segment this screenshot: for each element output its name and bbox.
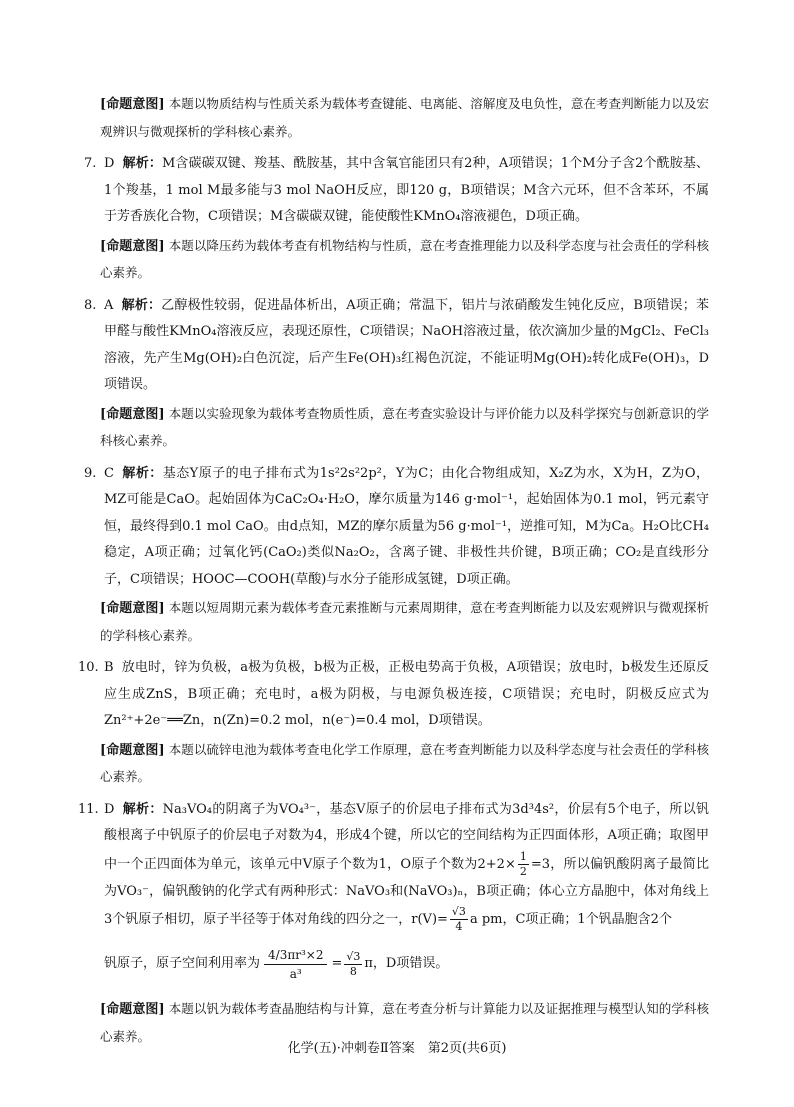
answer-letter: B — [104, 660, 114, 675]
fraction-utilization: $\frac{\text{4/3πr³×2}}{\text{a³}}$ — [264, 946, 327, 983]
fraction-result: $\frac{√3}{8}$ — [346, 949, 361, 978]
intent-text: 本题以物质结构与性质关系为载体考查键能、电离能、溶解度及电负性，意在考查判断能力以及宏观辨识与微观探析的学科核心素养。 — [100, 96, 709, 139]
answer-letter: A — [104, 297, 114, 313]
question-number: 11. — [78, 801, 99, 817]
fraction-one-half: $\frac{1}{2}$ — [519, 849, 527, 878]
answer-item-9 — [84, 461, 709, 594]
question-number: 7. — [84, 156, 97, 171]
analysis-label: 解析： — [121, 297, 162, 313]
answer-content — [78, 91, 709, 1056]
intent-paragraph-7 — [100, 233, 709, 287]
analysis-text: 乙醇极性较弱，促进晶体析出，A项正确；常温下，铝片与浓硝酸发生钝化反应，B项错误；苯甲醛与酸性KMnO₄溶液反应，表现还原性，C项错误；NaOH溶液过量，依次滴加少量的MgCl₂、FeCl₃溶液，先产生Mg(OH)₂白色沉淀，后产生Fe(OH)₃红褐色沉淀，不能证明Mg(OH)₂转化成Fe(OH)₃，D项错误。 — [104, 297, 709, 392]
analysis-label: 解析： — [122, 156, 162, 171]
analysis-text-a: Na₃VO₄的阴离子为VO₄³⁻，基态V原子的价层电子排布式为3d³4s²，价层有5个电子，所以钒酸根离子中钒原子的价层电子对数为4，形成4个键，所以它的空间结构为正四面体形，A项正确；取图甲中一个正四面体为单元，该单元中V原子个数为1，O原子个数为2+2× — [104, 801, 709, 872]
intent-paragraph-9 — [100, 595, 709, 649]
answer-letter: D — [104, 156, 115, 171]
intent-text: 本题以硫锌电池为载体考查电化学工作原理，意在考查判断能力以及科学态度与社会责任的学科核心素养。 — [100, 741, 709, 784]
question-number: 9. — [84, 465, 97, 481]
page-footer: 化学(五)·冲刺卷Ⅱ答案 第2页(共6页) — [287, 1041, 507, 1056]
intent-label: [命题意图] — [100, 97, 165, 112]
analysis-text-c: a pm，C项正确；1个钒晶胞含2个 — [469, 912, 672, 927]
intent-paragraph-6 — [100, 91, 709, 145]
analysis-text: 基态Y原子的电子排布式为1s²2s²2p²，Y为C；由化合物组成知，X₂Z为水，X为H，Z为O，MZ可能是CaO。起始固体为CaC₂O₄·H₂O，摩尔质量为146 g·mol⁻¹，起始固体为0.1 mol，钙元素守恒，最终得到0.1 mol CaO。由d点知，MZ的摩尔质量为56 g·mol⁻¹，逆推可知，M为Ca。H₂O比CH₄稳定，A项正确；过氧化钙(CaO₂)类似Na₂O₂，含离子键、非极性共价键，B项正确；CO₂是直线形分子，C项错误；HOOC—COOH(草酸)与水分子能形成氢键，D项正确。 — [104, 465, 709, 587]
intent-paragraph-10 — [100, 737, 709, 791]
intent-label: [命题意图] — [100, 601, 165, 616]
question-number: 8. — [84, 297, 97, 313]
answer-item-8 — [84, 293, 709, 399]
answer-item-10 — [78, 655, 709, 735]
answer-letter: D — [104, 801, 115, 817]
intent-text: 本题以降压药为载体考查有机物结构与性质，意在考查推理能力以及科学态度与社会责任的学科核心素养。 — [100, 237, 709, 280]
intent-paragraph-8 — [100, 401, 709, 455]
intent-text: 本题以短周期元素为载体考查元素推断与元素周期律，意在考查判断能力以及宏观辨识与微观探析的学科核心素养。 — [100, 600, 709, 643]
intent-text: 本题以实验现象为载体考查物质性质，意在考查实验设计与评价能力以及科学探究与创新意识的学科核心素养。 — [100, 405, 709, 448]
intent-label: [命题意图] — [100, 406, 165, 422]
intent-label: [命题意图] — [100, 1002, 165, 1017]
analysis-text-d: 钒原子，原子空间利用率为 — [104, 955, 261, 971]
question-number: 10. — [78, 660, 99, 675]
analysis-label: 解析： — [122, 801, 163, 817]
fraction-radius: $\frac{√3}{4}$ — [451, 905, 466, 933]
analysis-text: 放电时，锌为负极，a极为负极，b极为正极，正极电势高于负极，A项错误；放电时，b极发生还原反应生成ZnS，B项正确；充电时，a极为阴极，与电源负极连接，C项错误；充电时，阴极反应式为Zn²⁺+2e⁻══Zn，n(Zn)=0.2 mol，n(e⁻)=0.4 mol，D项错误。 — [104, 660, 709, 728]
analysis-text-e: = — [331, 955, 343, 971]
analysis-label: 解析： — [121, 465, 163, 481]
answer-item-11 — [78, 797, 709, 995]
intent-text: 本题以钒为载体考查晶胞结构与计算，意在考查分析与计算能力以及证据推理与模型认知的学科核心素养。 — [100, 1001, 709, 1044]
answer-item-7 — [84, 151, 709, 231]
intent-label: [命题意图] — [100, 742, 165, 758]
answer-letter: C — [104, 465, 114, 481]
analysis-text-b: =3，所以偏钒酸阴离子最简比为VO₃⁻，偏钒酸钠的化学式有两种形式：NaVO₃和(NaVO₃)ₙ，B项正确；体心立方晶胞中，体对角线上3个钒原子相切，原子半径等于体对角线的四分之一，r(V)= — [104, 856, 709, 927]
analysis-text: M含碳碳双键、羧基、酰胺基，其中含氧官能团只有2种，A项错误；1个M分子含2个酰胺基、1个羧基，1 mol M最多能与3 mol NaOH反应，即120 g，B项错误；M含六元环，但不含苯环，不属于芳香族化合物，C项错误；M含碳碳双键，能使酸性KMnO₄溶液褪色，D项正确。 — [104, 156, 709, 224]
analysis-text-f: π，D项错误。 — [364, 955, 449, 971]
utilization-formula-line — [104, 934, 709, 994]
intent-label: [命题意图] — [100, 238, 165, 254]
